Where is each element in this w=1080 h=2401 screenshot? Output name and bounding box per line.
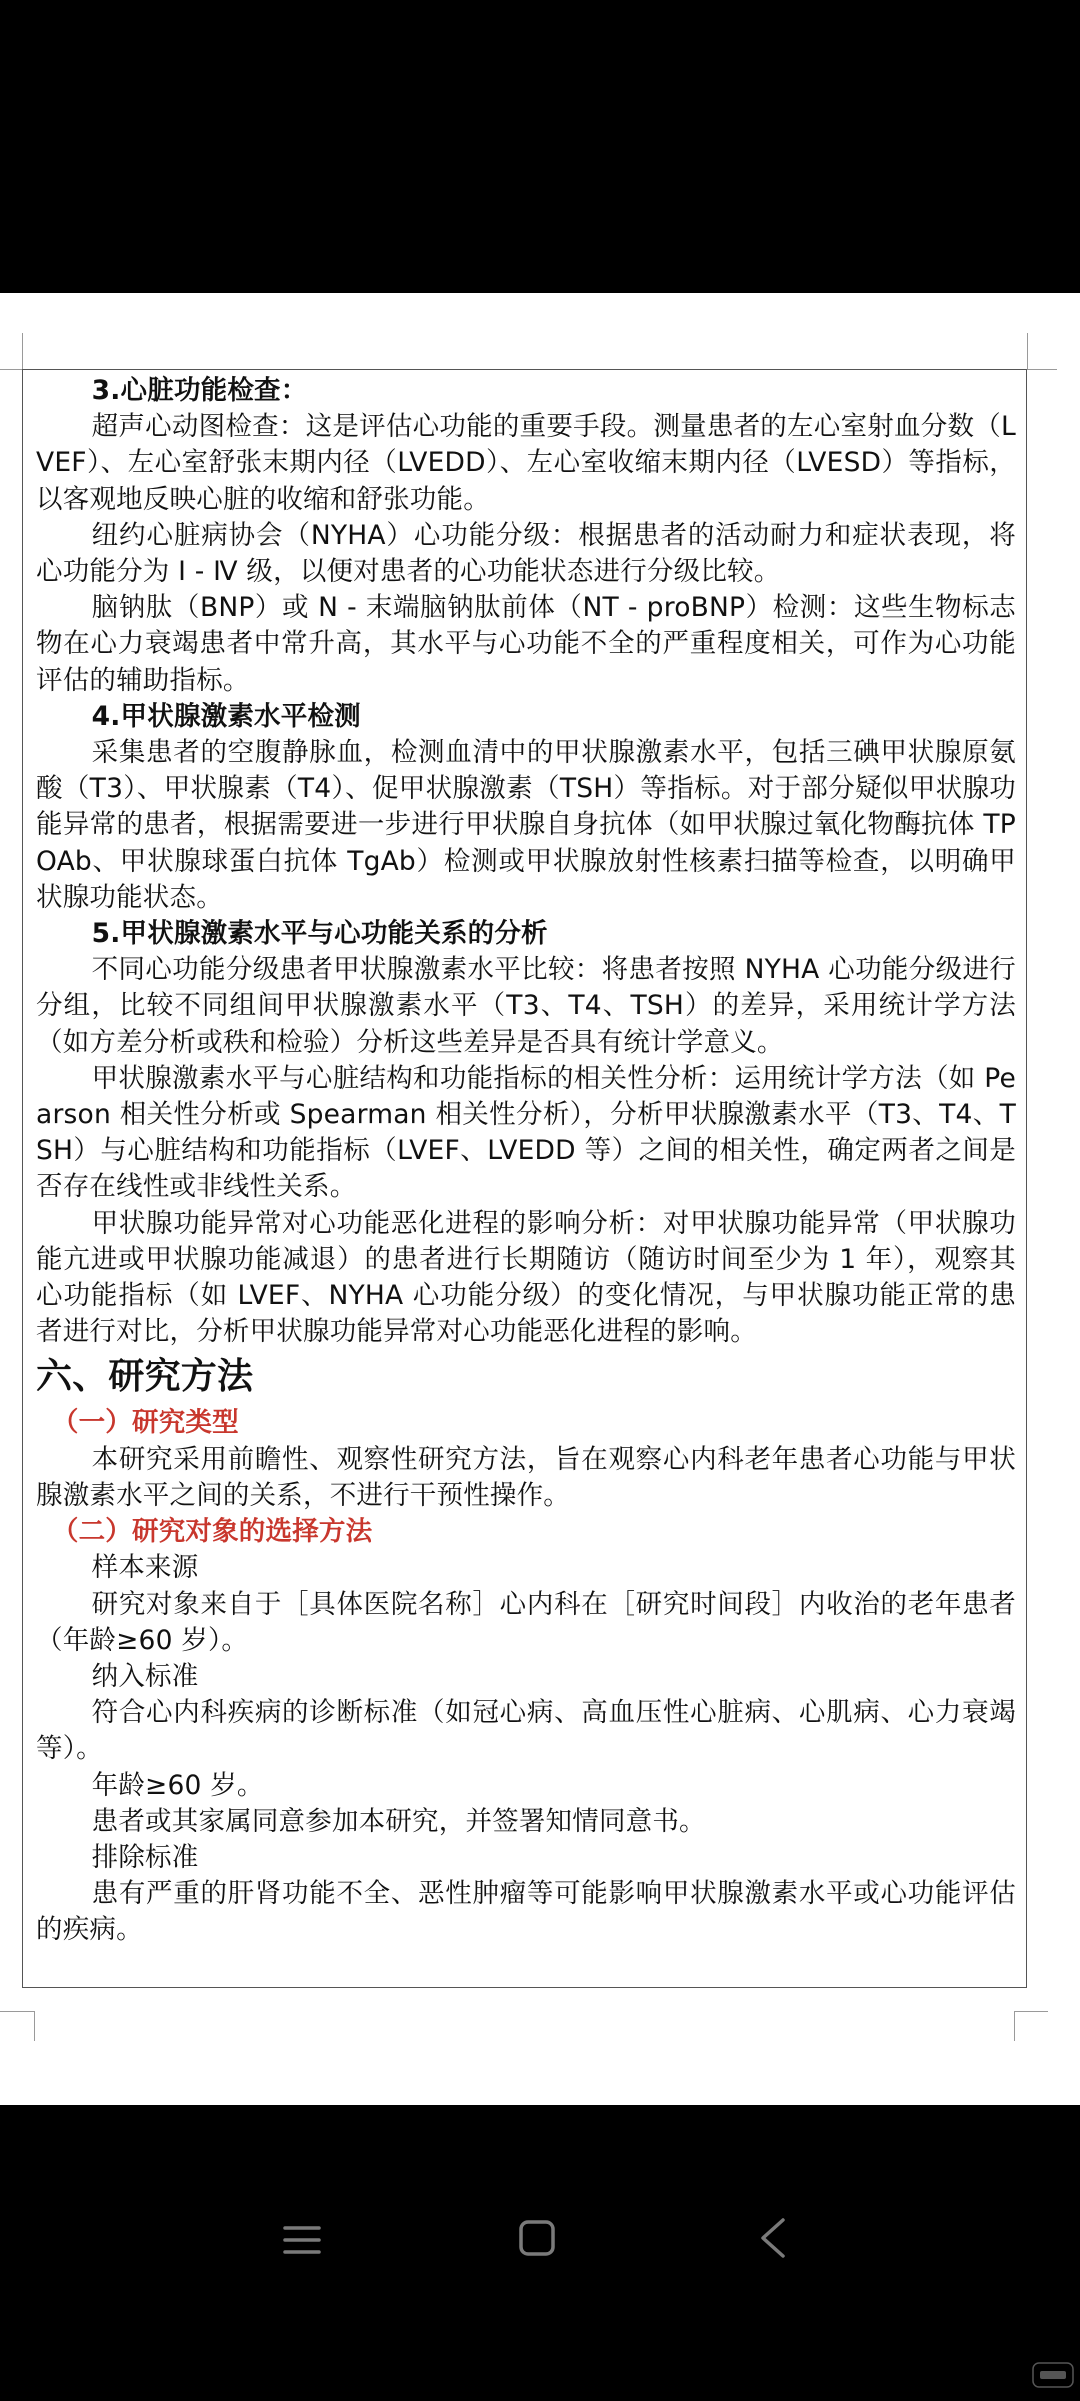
crop-mark-bottom-left [0,2011,34,2012]
crop-mark-bottom-right [1014,2011,1048,2012]
paragraph: 甲状腺功能异常对心功能恶化进程的影响分析：对甲状腺功能异常（甲状腺功能亢进或甲状腺功能减退）的患者进行长期随访（随访时间至少为 1 年），观察其心功能指标（如 LVEF、NYHA 心功能分级）的变化情况，与甲状腺功能正常的患者进行对比，分析甲状腺功能异常对心功能恶化进程的影响。 [36,1207,1016,1348]
menu-icon[interactable] [282,2220,322,2260]
paragraph: 患者或其家属同意参加本研究，并签署知情同意书。 [91,1805,706,1837]
crop-mark-top-right [1027,369,1057,370]
crop-mark-bottom-right-v [1014,2011,1015,2041]
system-navigation-bar [0,2105,1080,2401]
paragraph: 样本来源 [91,1552,199,1584]
chapter-heading: 六、研究方法 [36,1356,254,1398]
document-body [36,373,1016,1949]
document-page [0,293,1080,2105]
paragraph: 本研究采用前瞻性、观察性研究方法，旨在观察心内科老年患者心功能与甲状腺激素水平之间的关系，不进行干预性操作。 [36,1443,1016,1511]
section-heading: 3.心脏功能检查： [91,375,308,406]
paragraph: 不同心功能分级患者甲状腺激素水平比较：将患者按照 NYHA 心功能分级进行分组，比较不同组间甲状腺激素水平（T3、T4、TSH）的差异，采用统计学方法（如方差分析或秩和检验）分析这些差异是否具有统计学意义。 [36,954,1016,1058]
home-square-icon[interactable] [517,2218,557,2258]
paragraph: 符合心内科疾病的诊断标准（如冠心病、高血压性心脏病、心肌病、心力衰竭等）。 [36,1697,1016,1765]
paragraph: 纳入标准 [91,1660,199,1692]
paragraph: 纽约心脏病协会（NYHA）心功能分级：根据患者的活动耐力和症状表现，将心功能分为 Ⅰ - Ⅳ 级，以便对患者的心功能状态进行分级比较。 [36,519,1016,588]
subsection-heading: （二）研究对象的选择方法 [51,1516,373,1548]
paragraph: 患有严重的肝肾功能不全、恶性肿瘤等可能影响甲状腺激素水平或心功能评估的疾病。 [36,1878,1016,1946]
crop-mark-top-right-v [1027,333,1028,369]
crop-mark-top-left [0,369,22,370]
paragraph: 甲状腺激素水平与心脏结构和功能指标的相关性分析：运用统计学方法（如 Pearson 相关性分析或 Spearman 相关性分析），分析甲状腺激素水平（T3、T4、TSH）与心脏结构和功能指标（LVEF、LVEDD 等）之间的相关性，确定两者之间是否存在线性或非线性关系。 [36,1062,1016,1203]
paragraph: 超声心动图检查：这是评估心功能的重要手段。测量患者的左心室射血分数（LVEF）、左心室舒张末期内径（LVEDD）、左心室收缩末期内径（LVESD）等指标，以客观地反映心脏的收缩和舒张功能。 [36,411,1016,515]
crop-mark-bottom-left-v [34,2011,35,2041]
paragraph: 年龄≥60 岁。 [91,1769,264,1801]
subsection-heading: （一）研究类型 [51,1407,239,1439]
paragraph: 研究对象来自于［具体医院名称］心内科在［研究时间段］内收治的老年患者（年龄≥60 岁）。 [36,1588,1016,1656]
back-chevron-icon[interactable] [755,2216,791,2260]
watermark-logo [1032,2362,1074,2388]
section-heading: 4.甲状腺激素水平检测 [91,700,361,732]
paragraph: 脑钠肽（BNP）或 N - 末端脑钠肽前体（NT - proBNP）检测：这些生物标志物在心力衰竭患者中常升高，其水平与心功能不全的严重程度相关，可作为心功能评估的辅助指标。 [36,592,1016,696]
paragraph: 排除标准 [91,1841,199,1873]
paragraph: 采集患者的空腹静脉血，检测血清中的甲状腺激素水平，包括三碘甲状腺原氨酸（T3）、甲状腺素（T4）、促甲状腺激素（TSH）等指标。对于部分疑似甲状腺功能异常的患者，根据需要进一步进行甲状腺自身抗体（如甲状腺过氧化物酶抗体 TPOAb、甲状腺球蛋白抗体 TgAb）检测或甲状腺放射性核素扫描等检查，以明确甲状腺功能状态。 [36,737,1016,913]
text-frame [22,369,1027,1988]
crop-mark-top-left-v [22,333,23,369]
section-heading: 5.甲状腺激素水平与心功能关系的分析 [91,918,548,950]
